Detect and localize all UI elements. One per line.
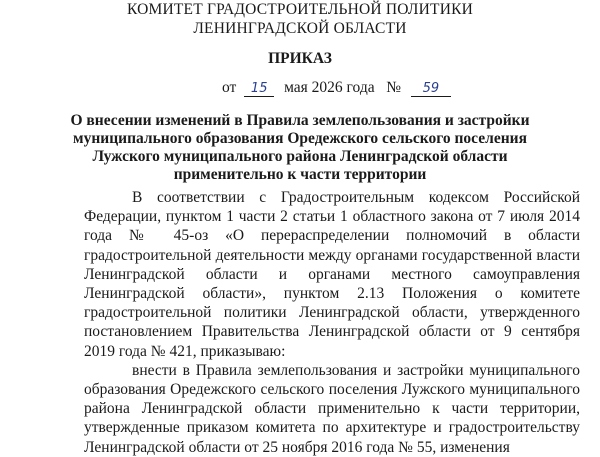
date-prefix: от (222, 79, 237, 96)
order-body (84, 188, 580, 457)
body-paragraph-legal-basis: В соответствии с Градостроительным кодексом Российской Федерации, пунктом 1 части 2 статьи 1 областного закона от 7 июля 2014 года № 45-оз «О перераспределении полномочий в области градостроительной деятельности между органами государственной власти Ленинградской области и органами местного самоуправления Ленинградской области», пунктом 2.13 Положения о комитете градостроительной политики Ленинградской области, утвержденного постановлением Правительства Ленинградской области от 9 сентября 2019 года № 421, приказываю: (84, 189, 580, 360)
order-date-number-line (222, 78, 442, 97)
subject-line-4: применительно к части территории (173, 166, 427, 183)
order-day-field: 15 (244, 82, 274, 97)
body-paragraph-directive: внести в Правила землепользования и застройки муниципального образования Оредежского сельского поселения Лужского муниципального района Ленинградской области применительно к части территории, утвержденные приказом комитета по архитектуре и градостроительству Ленинградской области от 25 ноября 2016 года № 55, изменения (84, 361, 580, 456)
subject-line-2: муниципального образования Оредежского сельского поселения (73, 130, 527, 147)
organization-name-line-1: КОМИТЕТ ГРАДОСТРОИТЕЛЬНОЙ ПОЛИТИКИ (126, 1, 474, 18)
organization-name-line-2: ЛЕНИНГРАДСКОЙ ОБЛАСТИ (193, 20, 407, 37)
number-sign: № (386, 79, 402, 96)
order-subject (60, 112, 540, 184)
subject-line-1: О внесении изменений в Правила землепользования и застройки (70, 112, 530, 129)
order-number-field: 59 (411, 82, 451, 97)
order-month-year: мая 2026 года (284, 79, 375, 96)
order-title: ПРИКАЗ (268, 50, 332, 67)
organization-header (0, 0, 600, 38)
subject-line-3: Лужского муниципального района Ленинградской области (92, 148, 508, 165)
